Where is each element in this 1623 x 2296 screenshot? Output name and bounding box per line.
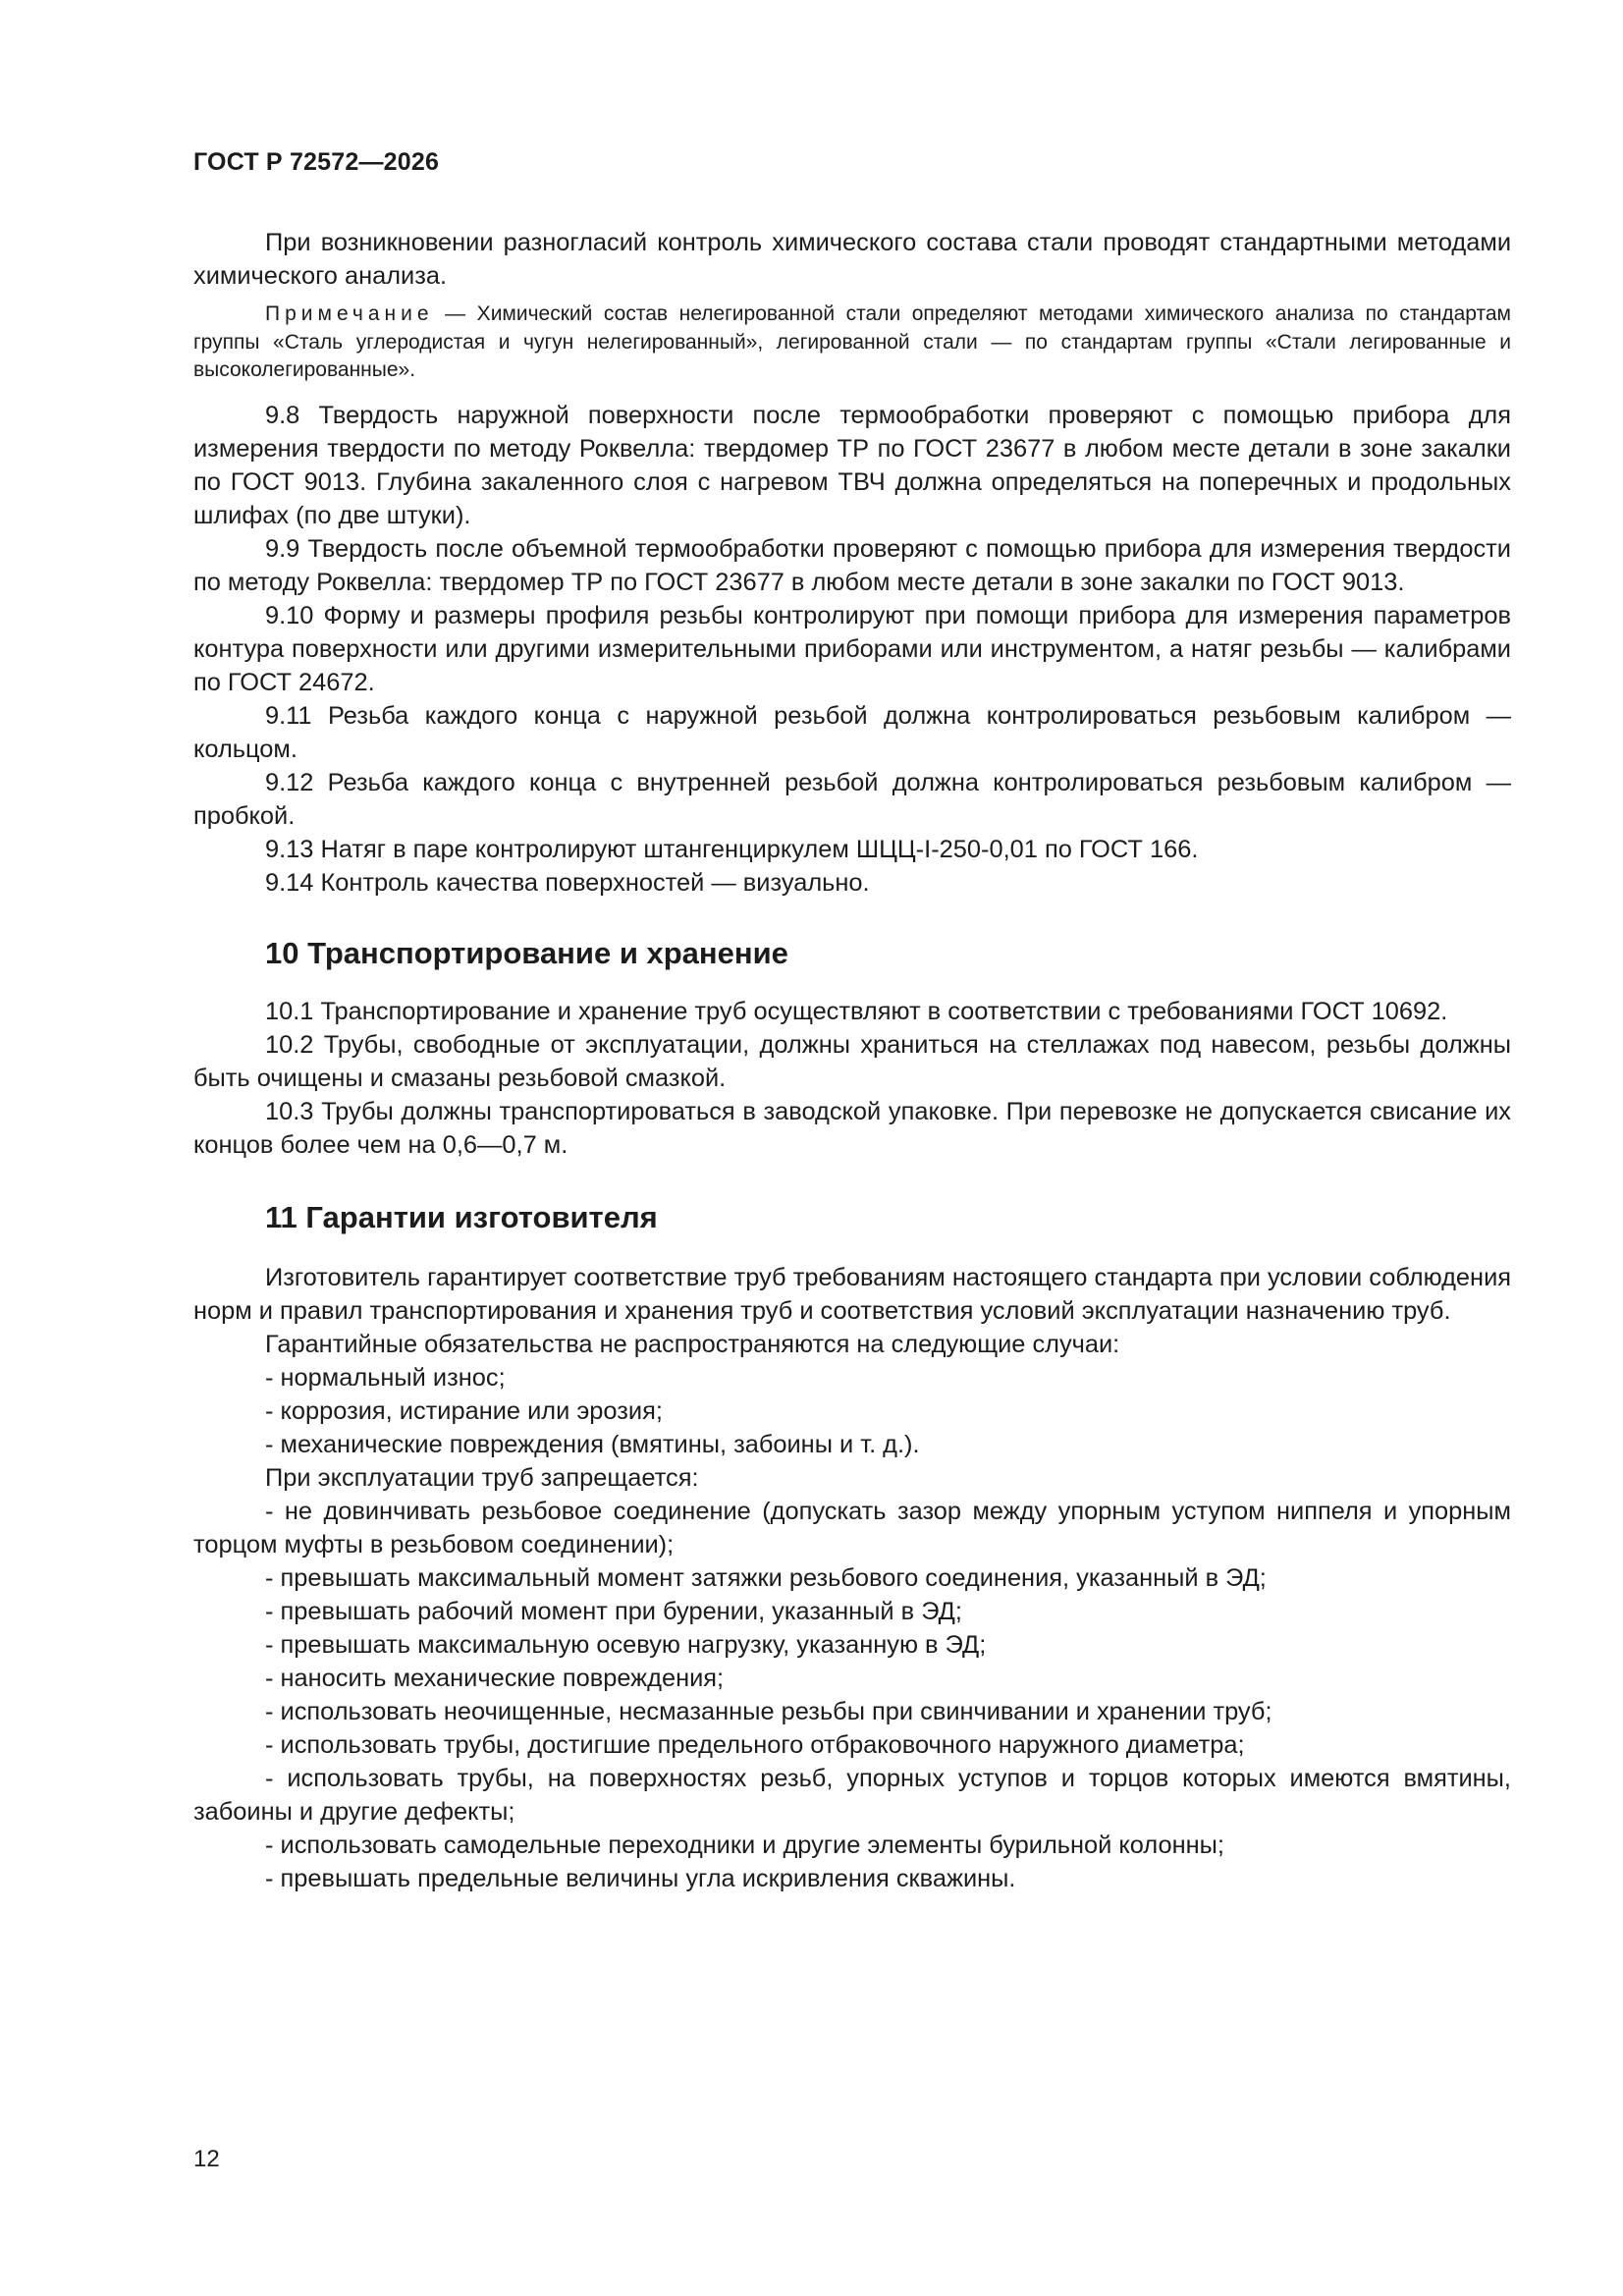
- clause-9-9: 9.9 Твердость после объемной термообработки проверяют с помощью прибора для измерения твердости по методу Роквелла: твердомер ТР по ГОСТ 23677 в любом месте детали в зоне закалки по ГОСТ 9013.: [193, 534, 1511, 596]
- list-item: - использовать неочищенные, несмазанные резьбы при свинчивании и хранении труб;: [265, 1697, 1272, 1725]
- clause-9-10: 9.10 Форму и размеры профиля резьбы контролируют при помощи прибора для измерения параметров контура поверхности или другими измерительными приборами или инструментом, а натяг резьбы — калибрами по ГОСТ 24672.: [193, 601, 1511, 696]
- list-item: - превышать максимальную осевую нагрузку, указанную в ЭД;: [265, 1630, 987, 1659]
- clause-10-1: 10.1 Транспортирование и хранение труб осуществляют в соответствии с требованиями ГОСТ 10692.: [265, 997, 1448, 1025]
- list-item: - механические повреждения (вмятины, забоины и т. д.).: [265, 1430, 920, 1458]
- page-content: [193, 226, 1511, 1895]
- clause-9-13: 9.13 Натяг в паре контролируют штангенциркулем ШЦЦ-I-250-0,01 по ГОСТ 166.: [265, 835, 1199, 863]
- list-item: - не довинчивать резьбовое соединение (допускать зазор между упорным уступом ниппеля и упорным торцом муфты в резьбовом соединении);: [193, 1497, 1511, 1558]
- list-item: - использовать трубы, на поверхностях резьб, упорных уступов и торцов которых имеются вмятины, забоины и другие дефекты;: [193, 1764, 1511, 1826]
- prohibited-lead: При эксплуатации труб запрещается:: [265, 1463, 699, 1492]
- warranty-lead: Гарантийные обязательства не распространяются на следующие случаи:: [265, 1330, 1120, 1358]
- list-item: - превышать максимальный момент затяжки резьбового соединения, указанный в ЭД;: [265, 1563, 1267, 1592]
- list-item: - коррозия, истирание или эрозия;: [265, 1396, 663, 1425]
- clause-9-11: 9.11 Резьба каждого конца с наружной резьбой должна контролироваться резьбовым калибром — кольцом.: [193, 701, 1511, 763]
- document-code-header: ГОСТ Р 72572—2026: [193, 148, 440, 176]
- note-text: — Химический состав нелегированной стали определяют методами химического анализа по стандартам группы «Сталь углеродистая и чугун нелегированный», легированной стали — по стандартам группы «Стали легированные и высоколегированные».: [193, 302, 1511, 381]
- note-label: Примечание: [265, 302, 434, 325]
- list-item: - наносить механические повреждения;: [265, 1664, 725, 1692]
- list-item: - нормальный износ;: [265, 1363, 506, 1392]
- clause-10-3: 10.3 Трубы должны транспортироваться в заводской упаковке. При перевозке не допускается свисание их концов более чем на 0,6—0,7 м.: [193, 1097, 1511, 1159]
- clause-9-14: 9.14 Контроль качества поверхностей — визуально.: [265, 868, 870, 897]
- page-number: 12: [193, 2146, 220, 2172]
- section-11-intro: Изготовитель гарантирует соответствие труб требованиям настоящего стандарта при условии соблюдения норм и правил транспортирования и хранения труб и соответствия условий эксплуатации назначению труб.: [193, 1263, 1511, 1325]
- list-item: - превышать рабочий момент при бурении, указанный в ЭД;: [265, 1597, 962, 1625]
- section-11-heading: 11 Гарантии изготовителя: [265, 1199, 658, 1234]
- note-paragraph: [193, 301, 1511, 385]
- list-item: - использовать самодельные переходники и другие элементы бурильной колонны;: [265, 1831, 1224, 1859]
- clause-9-12: 9.12 Резьба каждого конца с внутренней резьбой должна контролироваться резьбовым калибром — пробкой.: [193, 768, 1511, 830]
- list-item: - превышать предельные величины угла искривления скважины.: [265, 1864, 1016, 1892]
- list-item: - использовать трубы, достигшие предельного отбраковочного наружного диаметра;: [265, 1730, 1245, 1759]
- clause-9-8: 9.8 Твердость наружной поверхности после термообработки проверяют с помощью прибора для измерения твердости по методу Роквелла: твердомер ТР по ГОСТ 23677 в любом месте детали в зоне закалки по ГОСТ 9013. Глубина закаленного слоя с нагревом ТВЧ должна определяться на поперечных и продольных шлифах (по две штуки).: [193, 401, 1511, 529]
- intro-paragraph: При возникновении разногласий контроль химического состава стали проводят стандартными методами химического анализа.: [193, 229, 1511, 290]
- clause-10-2: 10.2 Трубы, свободные от эксплуатации, должны храниться на стеллажах под навесом, резьбы должны быть очищены и смазаны резьбовой смазкой.: [193, 1030, 1511, 1092]
- section-10-heading: 10 Транспортирование и хранение: [265, 935, 788, 970]
